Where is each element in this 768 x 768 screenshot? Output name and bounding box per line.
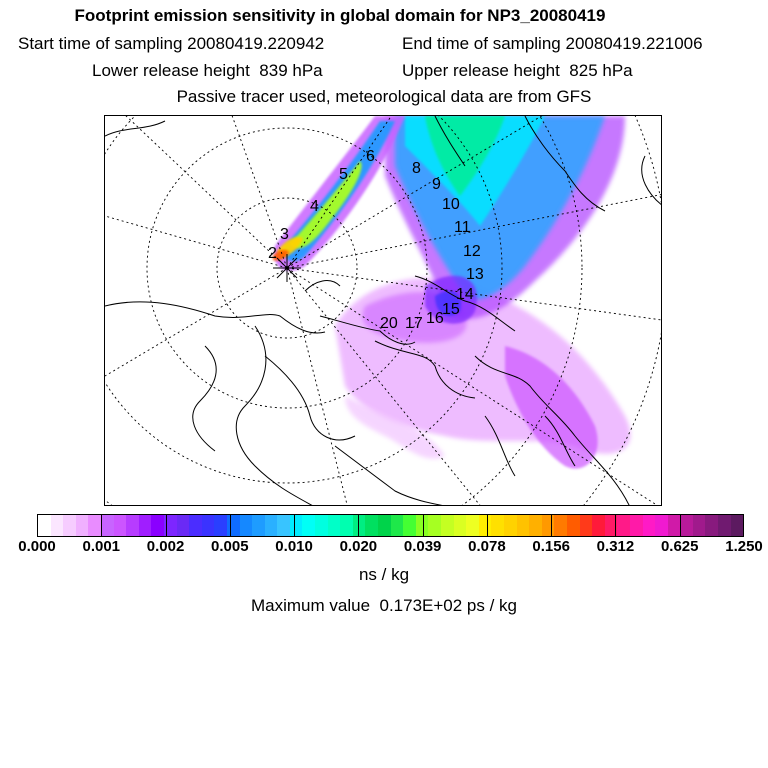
colorbar-swatch [51, 515, 64, 536]
end-time-label [402, 34, 703, 54]
colorbar-swatch [340, 515, 353, 536]
colorbar-tick-label: 0.625 [660, 538, 699, 555]
day-label: 11 [454, 219, 471, 236]
colorbar-swatch [151, 515, 164, 536]
colorbar-tick-line [551, 514, 552, 537]
colorbar-swatch [378, 515, 391, 536]
colorbar-swatch [529, 515, 542, 536]
day-label: 3 [280, 226, 289, 243]
lower-height-value: 839 hPa [259, 61, 323, 80]
colorbar-tick-label: 0.010 [275, 538, 313, 555]
day-label: 13 [466, 266, 484, 283]
upper-height-value: 825 hPa [569, 61, 633, 80]
lower-height-label [92, 61, 323, 81]
tracer-note: Passive tracer used, meteorological data are from GFS [176, 87, 592, 106]
colorbar-swatch [391, 515, 404, 536]
colorbar-swatch [554, 515, 567, 536]
colorbar-swatch [428, 515, 441, 536]
day-label: 17 [405, 315, 423, 332]
colorbar-tick-line [680, 514, 681, 537]
colorbar-tick-line [101, 514, 102, 537]
colorbar-tick-label: 0.078 [468, 538, 506, 555]
colorbar-swatch [265, 515, 278, 536]
colorbar-swatch [441, 515, 454, 536]
start-time-value: 20080419.220942 [187, 34, 325, 53]
colorbar-swatch [617, 515, 630, 536]
lower-height-caption: Lower release height [92, 61, 250, 80]
day-label: 5 [339, 166, 348, 183]
day-label: 20 [380, 315, 398, 332]
colorbar-swatch [202, 515, 215, 536]
colorbar-tick-line [358, 514, 359, 537]
colorbar-tick-line [166, 514, 167, 537]
colorbar-swatch [315, 515, 328, 536]
colorbar-tick-label: 0.156 [532, 538, 570, 555]
release-marker [273, 254, 301, 282]
colorbar-swatch [353, 515, 366, 536]
day-label: 8 [412, 160, 421, 177]
colorbar-swatch [252, 515, 265, 536]
colorbar-swatch [718, 515, 731, 536]
colorbar-swatch [504, 515, 517, 536]
colorbar-swatch [189, 515, 202, 536]
colorbar-swatch [403, 515, 416, 536]
colorbar-swatch [655, 515, 668, 536]
colorbar-swatch [139, 515, 152, 536]
day-label: 16 [426, 310, 444, 327]
polar-map [104, 115, 662, 506]
colorbar-tick-line [230, 514, 231, 537]
colorbar-swatch [214, 515, 227, 536]
colorbar-swatch [302, 515, 315, 536]
colorbar-tick-label: 0.039 [403, 538, 442, 555]
plot-title: Footprint emission sensitivity in global domain for NP3_20080419 [74, 6, 606, 25]
colorbar-tick-label: 0.000 [18, 538, 56, 555]
colorbar-swatch [114, 515, 127, 536]
colorbar-swatch [101, 515, 114, 536]
colorbar-swatch [580, 515, 593, 536]
maximum-value-number: 0.173E+02 ps / kg [379, 596, 518, 615]
colorbar-swatch [643, 515, 656, 536]
colorbar-tick-label: 0.002 [146, 538, 185, 555]
day-label: 14 [456, 286, 474, 303]
colorbar-swatch [592, 515, 605, 536]
start-time-caption: Start time of sampling [18, 34, 183, 53]
colorbar-swatch [277, 515, 290, 536]
colorbar-tick-label: 0.001 [82, 538, 121, 555]
map-canvas [105, 116, 662, 506]
colorbar-tick-label: 0.005 [211, 538, 249, 555]
colorbar-swatch [38, 515, 51, 536]
colorbar-swatch [454, 515, 467, 536]
colorbar-swatch [126, 515, 139, 536]
day-label: 2 [268, 245, 277, 262]
colorbar-tick-line [615, 514, 616, 537]
colorbar-tick-line [487, 514, 488, 537]
colorbar-swatch [63, 515, 76, 536]
colorbar-swatch [76, 515, 89, 536]
day-label: 4 [310, 198, 319, 215]
colorbar-swatch [567, 515, 580, 536]
maximum-value-caption: Maximum value [250, 596, 371, 615]
colorbar-swatch [227, 515, 240, 536]
colorbar-tick-label: 0.312 [596, 538, 635, 555]
colorbar-swatch [680, 515, 693, 536]
colorbar-swatch [328, 515, 341, 536]
colorbar-swatch [630, 515, 643, 536]
colorbar-swatch [177, 515, 190, 536]
upper-height-caption: Upper release height [402, 61, 560, 80]
colorbar-swatch [479, 515, 492, 536]
end-time-caption: End time of sampling [402, 34, 561, 53]
colorbar-swatch [693, 515, 706, 536]
colorbar-unit: ns / kg [358, 565, 410, 584]
colorbar-swatch [731, 515, 744, 536]
colorbar-swatch [466, 515, 479, 536]
colorbar-swatch [365, 515, 378, 536]
day-label: 6 [366, 148, 375, 165]
day-label: 10 [442, 196, 460, 213]
day-label: 12 [463, 243, 481, 260]
colorbar-tick-label: 1.250 [725, 538, 763, 555]
end-time-value: 20080419.221006 [565, 34, 703, 53]
colorbar-tick-label: 0.020 [339, 538, 378, 555]
day-label: 15 [442, 301, 460, 318]
colorbar-swatch [290, 515, 303, 536]
day-label: 9 [432, 176, 441, 193]
maximum-value [0, 596, 768, 616]
colorbar-swatch [491, 515, 504, 536]
colorbar-swatch [542, 515, 555, 536]
colorbar-swatch [88, 515, 101, 536]
colorbar-swatch [705, 515, 718, 536]
colorbar-swatch [240, 515, 253, 536]
colorbar-swatch [668, 515, 681, 536]
colorbar-tick-line [423, 514, 424, 537]
colorbar-swatch [517, 515, 530, 536]
start-time-label [18, 34, 324, 54]
colorbar [37, 514, 744, 537]
sensitivity-field [273, 116, 630, 469]
colorbar-tick-line [294, 514, 295, 537]
upper-height-label [402, 61, 633, 81]
